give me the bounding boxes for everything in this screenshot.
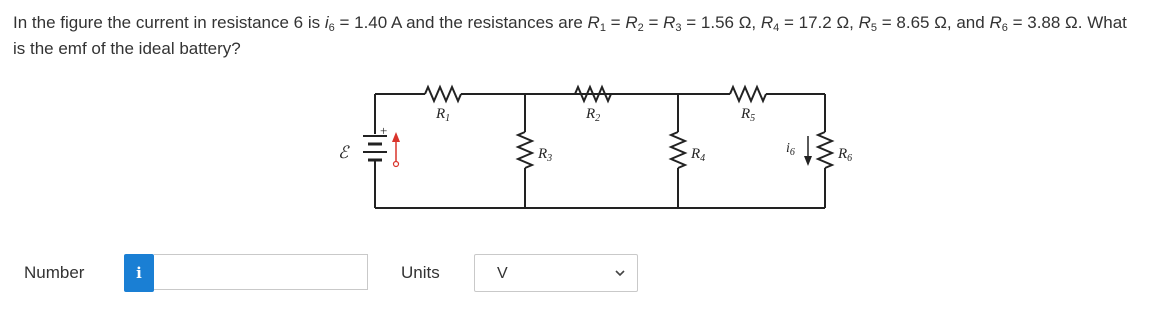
r1-resistor bbox=[425, 87, 461, 101]
r5-label: $R_5$ bbox=[741, 106, 756, 124]
r5-resistor bbox=[730, 87, 766, 101]
question-text: In the figure the current in resistance 6 is $i_6 = 1.40$ A and the resistances are $R_1 = R_2 = R_3 = 1.56$ Ω, $R_4 = 17.2$ Ω, $R_5 = 8.65$ Ω, and $R_6 = 3.88$ Ω. What is the emf of the ideal battery? bbox=[13, 13, 1127, 58]
units-selected-value: V bbox=[497, 265, 508, 282]
chevron-down-icon bbox=[613, 266, 627, 280]
emf-label: ℰ bbox=[338, 143, 349, 162]
r3-label: $R_3$ bbox=[538, 146, 553, 164]
r3-resistor bbox=[518, 132, 532, 168]
info-icon[interactable]: i bbox=[124, 254, 154, 292]
r4-resistor bbox=[671, 132, 685, 168]
answer-row bbox=[0, 252, 1153, 294]
units-label: Units bbox=[401, 263, 440, 282]
units-select[interactable] bbox=[474, 254, 638, 292]
r6-resistor bbox=[818, 132, 832, 168]
r4-label: $R_4$ bbox=[691, 146, 706, 164]
number-input[interactable] bbox=[154, 254, 368, 290]
current-arrow-icon bbox=[804, 136, 812, 166]
battery-icon bbox=[363, 136, 387, 170]
r2-label: $R_2$ bbox=[586, 106, 601, 124]
r2-resistor bbox=[575, 87, 611, 101]
emf-arrow-icon bbox=[392, 132, 400, 167]
plus-label: + bbox=[380, 123, 388, 138]
r1-label: $R_1$ bbox=[436, 106, 451, 124]
number-label: Number bbox=[24, 263, 85, 282]
circuit-diagram bbox=[330, 72, 890, 222]
i6-label: $i_6$ bbox=[786, 141, 795, 158]
r6-label: $R_6$ bbox=[838, 146, 853, 164]
